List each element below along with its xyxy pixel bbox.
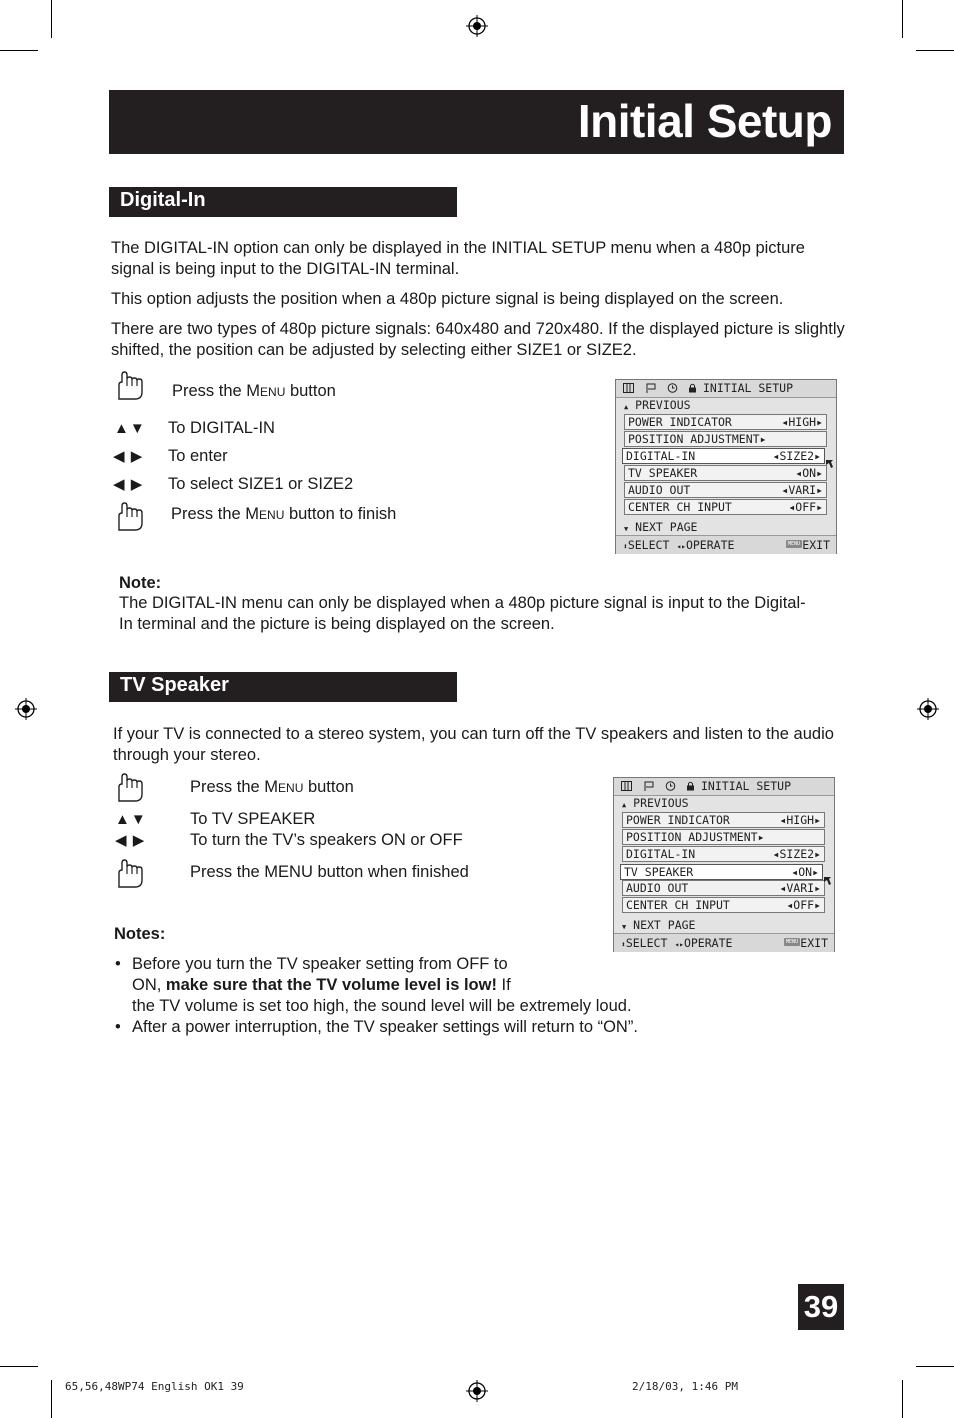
cursor-arrow-icon	[825, 459, 834, 469]
hand-press-icon	[113, 369, 147, 401]
menu-previous: ▲ PREVIOUS	[624, 398, 691, 412]
menu-button-icon: MENU	[787, 541, 801, 547]
step-press-menu: Press the Menu button	[190, 778, 354, 796]
menu-row-tv-speaker: TV SPEAKER ◂ON▸	[624, 465, 827, 481]
menu-footer: ⬍SELECT ◂▸OPERATE MENU EXIT	[614, 933, 834, 952]
footer-slug-right: 2/18/03, 1:46 PM	[632, 1380, 738, 1393]
page-number: 39	[798, 1284, 844, 1330]
notes-label: Notes:	[114, 925, 166, 943]
lock-icon	[685, 781, 696, 791]
menu-row-center-ch-input: CENTER CH INPUT ◂OFF▸	[624, 499, 827, 515]
registration-mark-icon	[15, 698, 37, 720]
menu-row-digital-in: DIGITAL-IN ◂SIZE2▸	[622, 448, 825, 464]
flag-icon	[644, 781, 655, 791]
crop-mark	[902, 1380, 903, 1418]
step-to-turn: To turn the TV’s speakers ON or OFF	[190, 831, 463, 849]
menu-row-position-adjustment: POSITION ADJUSTMENT▸	[624, 431, 827, 447]
menu-row-tv-speaker: TV SPEAKER ◂ON▸	[620, 864, 823, 880]
left-right-arrows-icon: ◀ ▶	[113, 448, 144, 465]
lock-icon	[687, 383, 698, 393]
list-item: • After a power interruption, the TV speaker settings will return to “ON”.	[113, 1017, 813, 1038]
step-finish: Press the Menu button to finish	[171, 505, 397, 523]
tv-icon	[623, 383, 634, 393]
hand-press-icon	[113, 500, 147, 532]
footer-slug-left: 65,56,48WP74 English OK1 39	[65, 1380, 244, 1393]
note-label: Note:	[119, 574, 162, 592]
section-heading-bar	[109, 187, 457, 217]
tv-icon	[621, 781, 632, 791]
registration-mark-icon	[466, 15, 488, 37]
up-down-arrows-icon: ▲▼	[114, 420, 146, 437]
menu-row-audio-out: AUDIO OUT ◂VARI▸	[622, 880, 825, 896]
notes-list	[113, 954, 813, 1038]
crop-mark	[51, 0, 52, 38]
step-to-tv-speaker: To TV SPEAKER	[190, 810, 316, 828]
section-heading-tv-speaker: TV Speaker	[120, 674, 229, 696]
step-to-digital-in: To DIGITAL-IN	[168, 419, 275, 437]
crop-mark	[0, 50, 38, 51]
clock-icon	[665, 781, 676, 791]
menu-next-page: ▼ NEXT PAGE	[622, 918, 696, 932]
menu-row-audio-out: AUDIO OUT ◂VARI▸	[624, 482, 827, 498]
initial-setup-menu	[615, 379, 837, 554]
menu-button-icon: MENU	[785, 939, 799, 945]
crop-mark	[51, 1380, 52, 1418]
hand-press-icon	[113, 771, 147, 803]
menu-previous: ▲ PREVIOUS	[622, 796, 689, 810]
menu-title: INITIAL SETUP	[701, 779, 792, 793]
section-heading-digital-in: Digital-In	[120, 189, 206, 211]
menu-next-page: ▼ NEXT PAGE	[624, 520, 698, 534]
crop-mark	[0, 1366, 38, 1367]
menu-title: INITIAL SETUP	[703, 381, 794, 395]
page-title-bar	[109, 90, 844, 154]
note-text: The DIGITAL-IN menu can only be displayed when a 480p picture signal is input to the Digital-In terminal and the picture is being displayed on the screen.	[119, 594, 806, 633]
menu-row-power-indicator: POWER INDICATOR ◂HIGH▸	[624, 414, 827, 430]
paragraph: This option adjusts the position when a 480p picture signal is being displayed on the screen.	[111, 290, 784, 308]
menu-header	[614, 778, 834, 796]
crop-mark	[902, 0, 903, 38]
list-item: • Before you turn the TV speaker setting from OFF to ON, make sure that the TV volume level is low! If the TV volume is set too high, the sound level will be extremely loud.	[113, 954, 813, 1017]
initial-setup-menu	[613, 777, 835, 952]
step-finished: Press the MENU button when finished	[190, 863, 469, 881]
menu-row-power-indicator: POWER INDICATOR ◂HIGH▸	[622, 812, 825, 828]
step-to-select: To select SIZE1 or SIZE2	[168, 475, 354, 493]
step-press-menu: Press the Menu button	[172, 382, 336, 400]
menu-footer: ⬍SELECT ◂▸OPERATE MENU EXIT	[616, 535, 836, 554]
menu-row-position-adjustment: POSITION ADJUSTMENT▸	[622, 829, 825, 845]
clock-icon	[667, 383, 678, 393]
step-to-enter: To enter	[168, 447, 228, 465]
up-down-arrows-icon: ▲▼	[115, 811, 147, 828]
cursor-arrow-icon	[823, 876, 832, 886]
paragraph: There are two types of 480p picture signals: 640x480 and 720x480. If the displayed picture is slightly shifted, the position can be adjusted by selecting either SIZE1 or SIZE2.	[111, 320, 845, 359]
registration-mark-icon	[917, 698, 939, 720]
menu-header	[616, 380, 836, 398]
menu-row-center-ch-input: CENTER CH INPUT ◂OFF▸	[622, 897, 825, 913]
crop-mark	[916, 1366, 954, 1367]
page-title: Initial Setup	[577, 95, 832, 147]
menu-row-digital-in: DIGITAL-IN ◂SIZE2▸	[622, 846, 825, 862]
left-right-arrows-icon: ◀ ▶	[113, 476, 144, 493]
paragraph: The DIGITAL-IN option can only be displayed in the INITIAL SETUP menu when a 480p picture signal is being input to the DIGITAL-IN terminal.	[111, 239, 805, 278]
hand-press-icon	[113, 857, 147, 889]
registration-mark-icon	[466, 1380, 488, 1402]
crop-mark	[916, 50, 954, 51]
paragraph: If your TV is connected to a stereo system, you can turn off the TV speakers and listen to the audio through your stereo.	[113, 725, 834, 764]
section-heading-bar	[109, 672, 457, 702]
flag-icon	[646, 383, 657, 393]
left-right-arrows-icon: ◀ ▶	[115, 832, 146, 849]
